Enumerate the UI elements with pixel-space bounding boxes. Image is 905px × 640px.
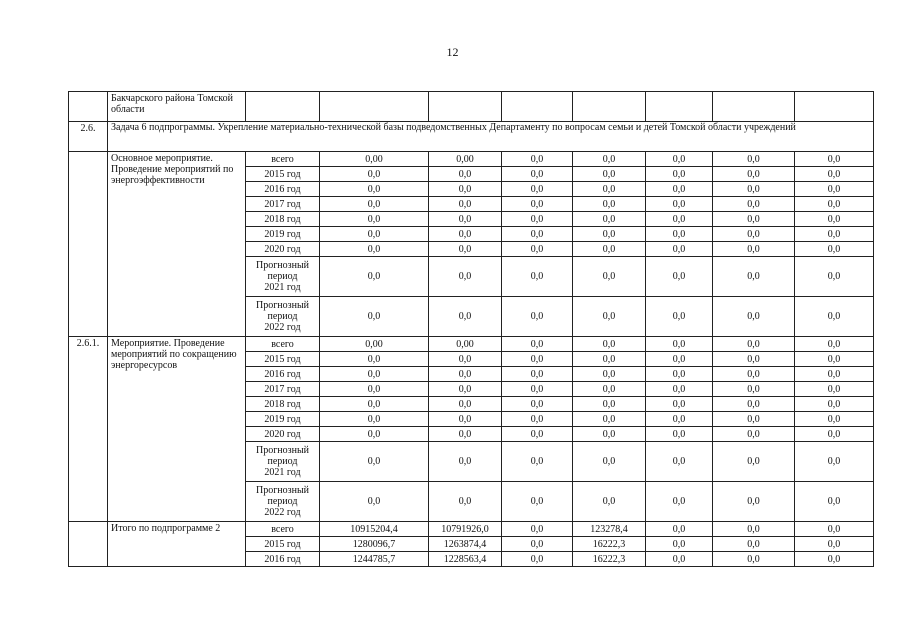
value-cell: 0,0 — [713, 152, 795, 167]
value-cell: 0,0 — [502, 212, 573, 227]
period-cell: всего — [246, 522, 320, 537]
value-cell: 0,0 — [795, 352, 874, 367]
value-cell: 0,0 — [795, 382, 874, 397]
task-text: Задача 6 подпрограммы. Укрепление материально-технической базы подведомственных Департаменту по вопросам семьи и детей Томской области учреждений — [108, 122, 874, 152]
value-cell: 0,0 — [320, 242, 429, 257]
value-cell: 0,0 — [646, 337, 713, 352]
value-cell: 0,0 — [573, 167, 646, 182]
value-cell: 0,0 — [713, 197, 795, 212]
value-cell: 0,0 — [502, 337, 573, 352]
value-cell: 0,00 — [429, 152, 502, 167]
value-cell: 0,0 — [646, 522, 713, 537]
value-cell: 0,0 — [713, 352, 795, 367]
page-number: 12 — [446, 45, 459, 59]
value-cell: 0,0 — [573, 427, 646, 442]
value-cell: 0,0 — [429, 427, 502, 442]
value-cell: 0,0 — [429, 442, 502, 482]
period-cell: Прогнозный период 2022 год — [246, 297, 320, 337]
row-name: Бакчарского района Томской области — [108, 92, 246, 122]
value-cell: 0,0 — [573, 382, 646, 397]
section-number — [69, 522, 108, 567]
value-cell: 0,0 — [713, 257, 795, 297]
value-cell: 0,0 — [429, 482, 502, 522]
value-cell: 0,0 — [573, 412, 646, 427]
value-cell — [573, 92, 646, 122]
value-cell: 0,0 — [320, 212, 429, 227]
value-cell: 0,0 — [502, 197, 573, 212]
value-cell: 0,0 — [429, 257, 502, 297]
value-cell: 0,0 — [795, 442, 874, 482]
value-cell: 0,0 — [429, 242, 502, 257]
value-cell: 0,0 — [320, 367, 429, 382]
value-cell: 1228563,4 — [429, 552, 502, 567]
value-cell: 0,0 — [646, 352, 713, 367]
period-cell — [246, 92, 320, 122]
row-number — [69, 92, 108, 122]
value-cell: 0,0 — [646, 167, 713, 182]
value-cell: 0,0 — [795, 182, 874, 197]
value-cell: 0,0 — [646, 197, 713, 212]
value-cell: 0,0 — [795, 257, 874, 297]
value-cell: 0,0 — [795, 522, 874, 537]
value-cell: 0,0 — [795, 427, 874, 442]
period-cell: 2020 год — [246, 427, 320, 442]
value-cell — [429, 92, 502, 122]
value-cell: 0,0 — [713, 482, 795, 522]
value-cell: 0,0 — [320, 442, 429, 482]
period-cell: 2018 год — [246, 397, 320, 412]
value-cell: 0,00 — [320, 337, 429, 352]
value-cell: 0,0 — [320, 412, 429, 427]
task-number: 2.6. — [69, 122, 108, 152]
value-cell: 0,0 — [795, 197, 874, 212]
value-cell: 0,0 — [320, 297, 429, 337]
value-cell — [795, 92, 874, 122]
value-cell: 0,0 — [713, 337, 795, 352]
value-cell: 0,0 — [646, 297, 713, 337]
value-cell: 0,00 — [429, 337, 502, 352]
value-cell: 0,0 — [429, 167, 502, 182]
value-cell: 0,0 — [320, 352, 429, 367]
value-cell: 0,0 — [573, 397, 646, 412]
value-cell: 0,0 — [502, 167, 573, 182]
value-cell: 0,0 — [646, 482, 713, 522]
value-cell: 0,0 — [646, 227, 713, 242]
value-cell: 0,0 — [646, 552, 713, 567]
value-cell: 0,0 — [429, 227, 502, 242]
value-cell: 0,0 — [573, 227, 646, 242]
value-cell: 1280096,7 — [320, 537, 429, 552]
value-cell: 0,0 — [713, 537, 795, 552]
value-cell: 123278,4 — [573, 522, 646, 537]
period-cell: Прогнозный период 2021 год — [246, 257, 320, 297]
value-cell: 0,0 — [502, 257, 573, 297]
table-row — [69, 337, 874, 352]
value-cell: 0,0 — [320, 167, 429, 182]
section-number: 2.6.1. — [69, 337, 108, 522]
period-cell: 2017 год — [246, 197, 320, 212]
value-cell — [713, 92, 795, 122]
value-cell: 0,0 — [573, 257, 646, 297]
value-cell: 0,0 — [573, 242, 646, 257]
value-cell: 0,0 — [795, 337, 874, 352]
value-cell: 0,0 — [713, 212, 795, 227]
value-cell: 0,0 — [502, 242, 573, 257]
value-cell: 0,0 — [713, 297, 795, 337]
value-cell: 0,0 — [713, 367, 795, 382]
value-cell: 0,0 — [713, 412, 795, 427]
value-cell: 0,0 — [713, 182, 795, 197]
period-cell: 2015 год — [246, 352, 320, 367]
period-cell: Прогнозный период 2022 год — [246, 482, 320, 522]
value-cell: 0,0 — [502, 442, 573, 482]
value-cell: 0,0 — [573, 297, 646, 337]
value-cell: 0,0 — [429, 367, 502, 382]
value-cell: 0,0 — [320, 197, 429, 212]
value-cell: 0,0 — [795, 242, 874, 257]
value-cell: 0,0 — [502, 482, 573, 522]
table-row — [69, 152, 874, 167]
value-cell: 0,0 — [795, 297, 874, 337]
value-cell: 0,0 — [429, 397, 502, 412]
value-cell: 0,0 — [502, 152, 573, 167]
value-cell — [320, 92, 429, 122]
value-cell: 0,0 — [646, 367, 713, 382]
value-cell: 0,0 — [502, 397, 573, 412]
value-cell: 0,0 — [502, 552, 573, 567]
value-cell: 0,0 — [320, 227, 429, 242]
value-cell: 0,0 — [713, 442, 795, 482]
value-cell: 0,0 — [573, 337, 646, 352]
value-cell: 0,0 — [713, 522, 795, 537]
value-cell: 0,0 — [429, 182, 502, 197]
value-cell: 0,0 — [713, 167, 795, 182]
value-cell: 0,0 — [795, 227, 874, 242]
program-table — [68, 91, 874, 567]
value-cell: 0,0 — [502, 297, 573, 337]
period-cell: 2015 год — [246, 167, 320, 182]
value-cell: 0,0 — [573, 197, 646, 212]
value-cell: 16222,3 — [573, 537, 646, 552]
value-cell: 0,0 — [646, 382, 713, 397]
value-cell: 0,0 — [713, 242, 795, 257]
value-cell: 0,0 — [713, 552, 795, 567]
period-cell: 2016 год — [246, 367, 320, 382]
value-cell: 0,0 — [795, 482, 874, 522]
value-cell: 0,0 — [795, 412, 874, 427]
value-cell: 0,0 — [320, 397, 429, 412]
period-cell: всего — [246, 337, 320, 352]
value-cell: 0,0 — [429, 197, 502, 212]
value-cell: 0,0 — [573, 442, 646, 482]
value-cell: 0,0 — [429, 352, 502, 367]
period-cell: 2015 год — [246, 537, 320, 552]
value-cell: 0,0 — [573, 152, 646, 167]
value-cell: 0,00 — [320, 152, 429, 167]
value-cell: 0,0 — [320, 182, 429, 197]
value-cell: 0,0 — [646, 242, 713, 257]
period-cell: 2020 год — [246, 242, 320, 257]
value-cell: 0,0 — [795, 537, 874, 552]
value-cell: 0,0 — [795, 167, 874, 182]
period-cell: 2019 год — [246, 227, 320, 242]
value-cell: 0,0 — [795, 552, 874, 567]
value-cell: 0,0 — [320, 257, 429, 297]
value-cell: 0,0 — [429, 382, 502, 397]
value-cell: 0,0 — [429, 412, 502, 427]
value-cell: 0,0 — [795, 152, 874, 167]
value-cell: 0,0 — [646, 442, 713, 482]
value-cell: 0,0 — [646, 537, 713, 552]
period-cell: Прогнозный период 2021 год — [246, 442, 320, 482]
value-cell: 0,0 — [502, 367, 573, 382]
value-cell: 0,0 — [573, 482, 646, 522]
value-cell: 0,0 — [795, 397, 874, 412]
value-cell: 0,0 — [646, 212, 713, 227]
value-cell: 0,0 — [795, 212, 874, 227]
value-cell: 0,0 — [713, 427, 795, 442]
value-cell: 0,0 — [646, 152, 713, 167]
value-cell: 10915204,4 — [320, 522, 429, 537]
value-cell: 0,0 — [429, 297, 502, 337]
value-cell: 0,0 — [646, 257, 713, 297]
value-cell: 0,0 — [713, 397, 795, 412]
value-cell: 0,0 — [320, 482, 429, 522]
value-cell: 0,0 — [502, 412, 573, 427]
value-cell: 0,0 — [502, 227, 573, 242]
value-cell: 0,0 — [646, 427, 713, 442]
value-cell: 0,0 — [713, 227, 795, 242]
value-cell: 10791926,0 — [429, 522, 502, 537]
period-cell: 2016 год — [246, 552, 320, 567]
task-row — [69, 122, 874, 152]
value-cell — [646, 92, 713, 122]
value-cell: 0,0 — [646, 397, 713, 412]
value-cell: 0,0 — [573, 352, 646, 367]
section-number — [69, 152, 108, 337]
value-cell: 0,0 — [646, 182, 713, 197]
section-name: Итого по подпрограмме 2 — [108, 522, 246, 567]
value-cell: 1263874,4 — [429, 537, 502, 552]
value-cell: 0,0 — [713, 382, 795, 397]
value-cell: 0,0 — [795, 367, 874, 382]
period-cell: 2016 год — [246, 182, 320, 197]
section-name: Мероприятие. Проведение мероприятий по сокращению энергоресурсов — [108, 337, 246, 522]
value-cell: 0,0 — [502, 522, 573, 537]
value-cell: 0,0 — [502, 182, 573, 197]
value-cell: 0,0 — [573, 182, 646, 197]
value-cell: 0,0 — [502, 537, 573, 552]
value-cell: 0,0 — [573, 367, 646, 382]
value-cell: 0,0 — [502, 427, 573, 442]
table-row — [69, 522, 874, 537]
period-cell: 2018 год — [246, 212, 320, 227]
value-cell: 0,0 — [502, 352, 573, 367]
value-cell: 1244785,7 — [320, 552, 429, 567]
value-cell: 0,0 — [429, 212, 502, 227]
period-cell: 2017 год — [246, 382, 320, 397]
value-cell: 0,0 — [502, 382, 573, 397]
value-cell: 0,0 — [320, 382, 429, 397]
value-cell: 0,0 — [646, 412, 713, 427]
value-cell: 0,0 — [573, 212, 646, 227]
value-cell: 0,0 — [320, 427, 429, 442]
section-name: Основное мероприятие. Проведение мероприятий по энергоэффективности — [108, 152, 246, 337]
period-cell: 2019 год — [246, 412, 320, 427]
period-cell: всего — [246, 152, 320, 167]
value-cell — [502, 92, 573, 122]
table-row — [69, 92, 874, 122]
value-cell: 16222,3 — [573, 552, 646, 567]
